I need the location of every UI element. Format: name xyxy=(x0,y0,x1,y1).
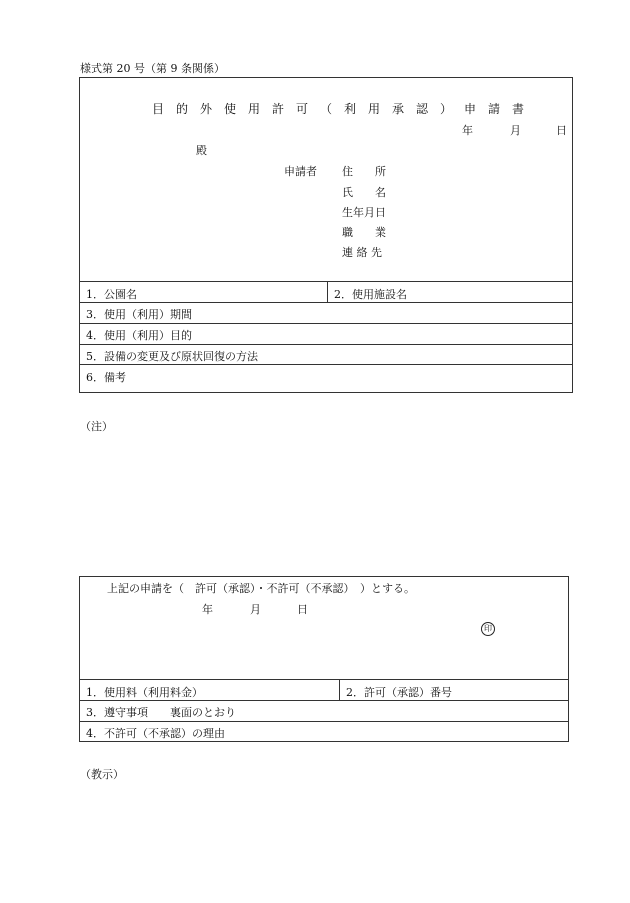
divider xyxy=(79,302,573,303)
row-facility-name: 2．使用施設名 xyxy=(334,288,407,301)
row-rejection-reason: 4．不許可（不承認）の理由 xyxy=(86,727,225,740)
row-equipment-restoration: 5．設備の変更及び原状回復の方法 xyxy=(86,350,258,363)
divider xyxy=(79,281,573,282)
field-contact: 連 絡 先 xyxy=(342,246,382,259)
decision-date-month: 月 xyxy=(250,603,261,616)
application-date-month: 月 xyxy=(510,124,521,137)
form-title: 目的外使用許可（利用承認）申請書 xyxy=(152,102,537,116)
row-park-name: 1．公園名 xyxy=(86,288,137,301)
field-address: 住 所 xyxy=(342,165,386,178)
application-date-year: 年 xyxy=(462,124,473,137)
application-form xyxy=(79,77,573,393)
decision-date-year: 年 xyxy=(202,603,213,616)
row-usage-purpose: 4．使用（利用）目的 xyxy=(86,329,192,342)
applicant-label: 申請者 xyxy=(284,165,317,178)
seal-mark: 印 xyxy=(481,622,495,636)
divider xyxy=(79,323,573,324)
form-number: 様式第 20 号（第 9 条関係） xyxy=(80,62,225,75)
row-usage-period: 3．使用（利用）期間 xyxy=(86,308,192,321)
divider xyxy=(79,344,573,345)
divider xyxy=(339,679,340,700)
instruction-label: （教示） xyxy=(80,768,124,781)
row-usage-fee: 1．使用料（利用料金） xyxy=(86,686,203,699)
field-name: 氏 名 xyxy=(342,186,386,199)
note-label: （注） xyxy=(80,420,113,433)
row-compliance: 3．遵守事項 裏面のとおり xyxy=(86,706,236,719)
divider xyxy=(79,721,569,722)
application-date-day: 日 xyxy=(556,124,567,137)
decision-date-day: 日 xyxy=(297,603,308,616)
addressee-suffix: 殿 xyxy=(196,144,207,157)
divider xyxy=(79,700,569,701)
row-remarks: 6．備考 xyxy=(86,371,126,384)
decision-statement: 上記の申請を（ 許可（承認）・不許可（不承認） ）とする。 xyxy=(107,582,415,595)
row-permit-number: 2．許可（承認）番号 xyxy=(346,686,452,699)
divider xyxy=(327,281,328,302)
divider xyxy=(79,364,573,365)
field-occupation: 職 業 xyxy=(342,226,386,239)
field-birthdate: 生年月日 xyxy=(342,206,386,219)
divider xyxy=(79,679,569,680)
